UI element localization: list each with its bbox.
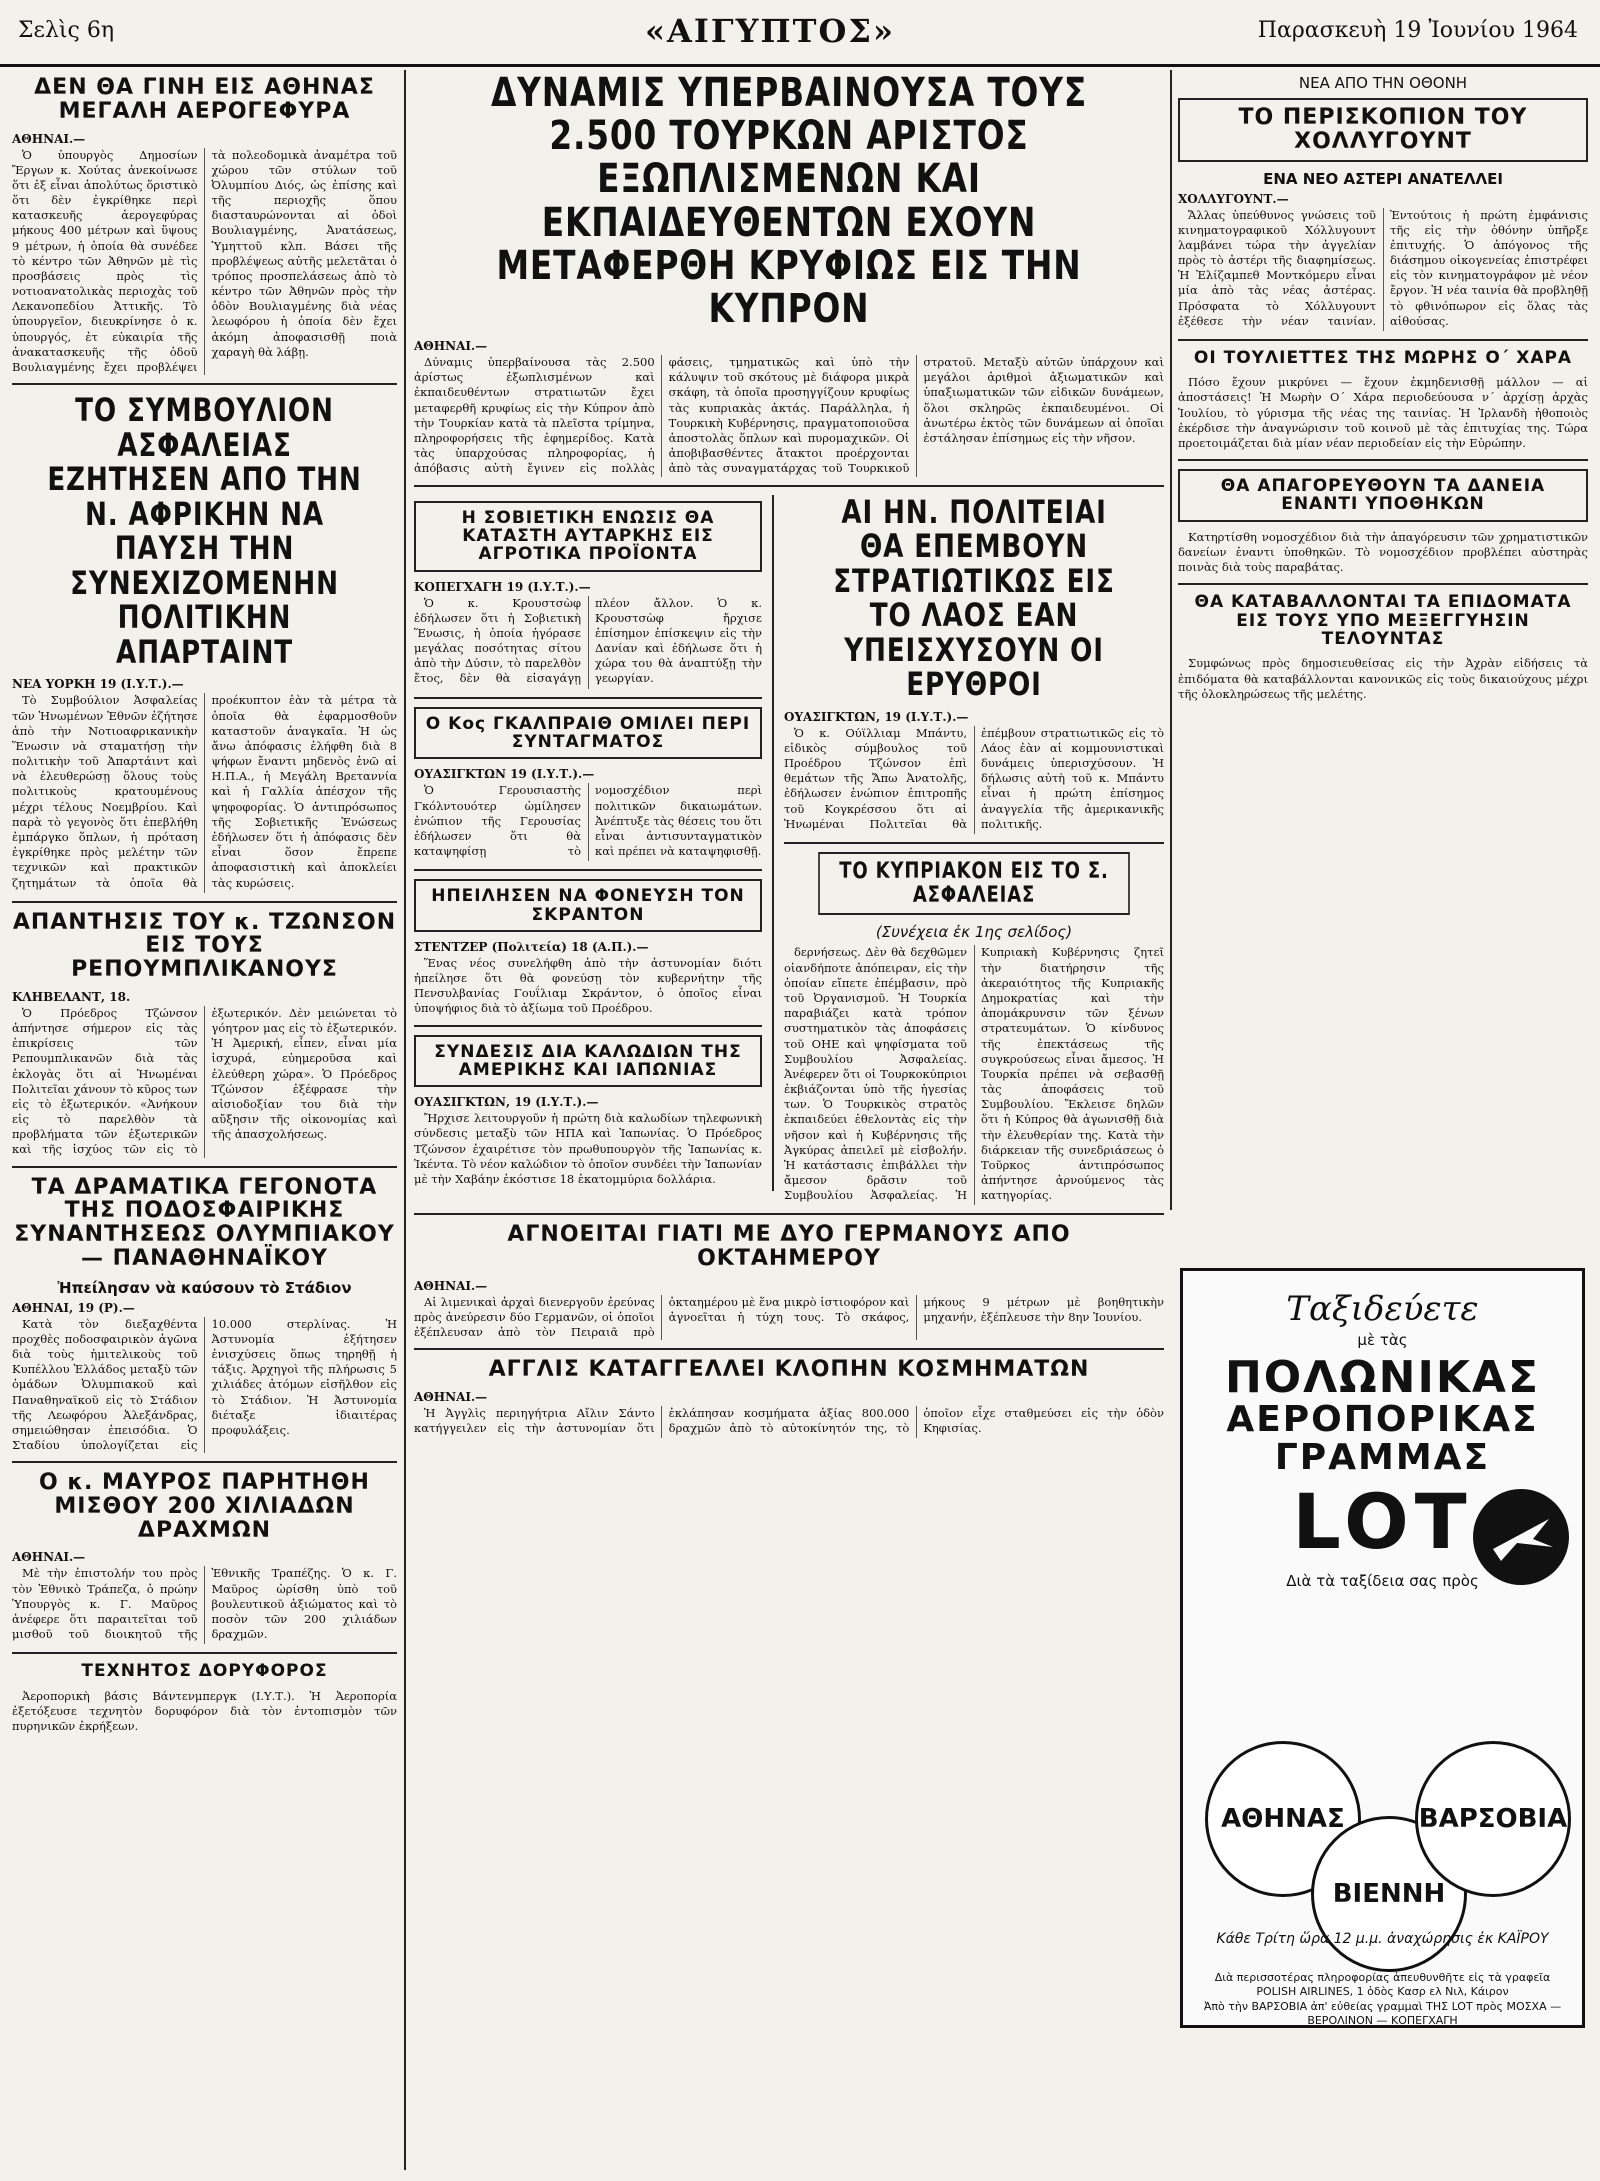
article-text: Συμφώνως πρὸς δημοσιευθείσας εἰς τὴν Ἀχρὰν εἰδήσεις τὰ ἐπιδόματα θὰ καταβάλλονται κανονικῶς εἰς τοὺς δικαιούχους μέχρι τῆς ὁλοκληρώσεως τῆς μελέτης. bbox=[1178, 656, 1588, 701]
dateline: ΑΘΗΝΑΙ, 19 (Ρ).— bbox=[12, 1300, 135, 1315]
ad-heading: ΠΟΛΩΝΙΚΑΣ bbox=[1224, 1352, 1541, 1403]
article-cyprus-security-council bbox=[784, 852, 1164, 1205]
article-body bbox=[414, 1406, 1164, 1438]
article-body bbox=[1178, 656, 1588, 702]
lot-brand: LOT bbox=[1292, 1476, 1473, 1566]
divider bbox=[784, 842, 1164, 844]
column-divider bbox=[404, 70, 406, 2170]
headline: ΗΠΕΙΛΗΣΕΝ ΝΑ ΦΟΝΕΥΣΗ ΤΟΝ ΣΚΡΑΝΤΟΝ bbox=[414, 879, 762, 932]
issue-date: Παρασκευὴ 19 Ἰουνίου 1964 bbox=[1257, 18, 1578, 43]
ad-fine-line: Ἀπὸ τὴν ΒΑΡΣΟΒΙΑ ἀπ' εὐθείας γραμμαὶ ΤΗΣ LOT πρὸς ΜΟΣΧΑ — ΒΕΡΟΛΙΝΟΝ — ΚΟΠΕΓΧΑΓΗ bbox=[1203, 1999, 1562, 2027]
headline: ΟΙ ΤΟΥΛΙΕΤΤΕΣ ΤΗΣ ΜΩΡΗΣ Ο΄ ΧΑΡΑ bbox=[1193, 347, 1573, 368]
headline: Ο Κος ΓΚΑΛΠΡΑΙΘ ΟΜΙΛΕΙ ΠΕΡΙ ΣΥΝΤΑΓΜΑΤΟΣ bbox=[414, 707, 762, 760]
article-text: Μὲ τὴν ἐπιστολήν του πρὸς τὸν Ἐθνικὸ Τράπεζα, ὁ πρώην Ὑπουργὸς κ. Γ. Μαῦρος ἀνέφερε ὅτι παραιτεῖται τοῦ μισθοῦ τοῦ διοικητοῦ τῆς Ἐθνικῆς Τραπέζης. Ὁ κ. Γ. Μαῦρος ὡρίσθη ὑπὸ τοῦ βουλευτικοῦ ἀξιώματος καὶ τὸ ποσὸν τῶν 200 χιλιάδων δραχμῶν. bbox=[12, 1566, 397, 1642]
ad-schedule: Κάθε Τρίτη ὥρα 12 μ.μ. ἀναχώρησις ἐκ ΚΑΪΡΟΥ bbox=[1216, 1931, 1549, 1947]
article-text: Ἀεροπορικὴ βάσις Βάντενμπεργκ (Ι.Υ.Τ.). Ἡ Ἀεροπορία ἐξετόξευσε τεχνητὸν δορυφόρον διὰ τὸν ἐντοπισμὸν τῶν πυρηνικῶν ἐκρήξεων. bbox=[12, 1688, 397, 1734]
article-text: Ὁ κ. Ούϊλλιαμ Μπάντυ, εἰδικὸς σύμβουλος τοῦ Προέδρου Τζώνσον ἐπὶ θεμάτων τῆς Ἄπω Ἀνατολῆς, ἐδήλωσεν ἐνώπιον ἐπιτροπῆς τοῦ Κογκρέσσου ὅτι αἱ Ἡνωμέναι Πολιτεῖαι θὰ ἐπέμβουν στρατιωτικῶς εἰς τὸ Λάος ἐὰν αἱ κομμουνιστικαὶ δυνάμεις ὑπερισχύσουν. Ἡ δήλωσις αὐτὴ τοῦ κ. Μπάντυ εἶναι ἡ πρώτη ἐπίσημος ἀναγγελία τῆς ἀμερικανικῆς πολιτικῆς. bbox=[784, 725, 1164, 831]
dateline: ΟΥΑΣΙΓΚΤΩΝ, 19 (Ι.Υ.Τ.).— bbox=[414, 1095, 599, 1110]
article-text: Ὁ ὑπουργὸς Δημοσίων Ἔργων κ. Χούτας ἀνεκοίνωσε ὅτι ἐξ εἶναι ἀπολύτως ὅριστικὸ ὅτι δὲν ἐγκρίθηκε περὶ κατασκευῆς ἀερογεφύρας μήκους 400 μέτρων καὶ ὕψους 9 μέτρων, ἡ ὁποία θὰ συνέδεε τὸ κέντρο τῶν Ἀθηνῶν μὲ τὶς προσβάσεις πρὸς τὶς νοτιοανατολικὰς περιοχὰς τοῦ Λεκανοπεδίου Ἀττικῆς. Τὸ ὑπουργεῖον, διευκρίνησε ὁ κ. ὑπουργός, ἐτ εὐκαιρία τῆς ἀνακατασκευῆς τῆς ὁδοῦ Βουλιαγμένης ἔχει προβλέψει τὰ πολεοδομικὰ ἀναμέτρα τοῦ χώρου τῶν στύλων τοῦ Ὀλυμπίου Διός, ὡς ἐπίσης καὶ τῆς περιοχῆς ὅπου διασταυρώνονται αἱ ὁδοὶ Βουλιαγμένης, Ἀνατάσεως, Ὑμηττοῦ κλπ. Βάσει τῆς προβλέψεως αὐτῆς μελετᾶται ὁ τρόπος προσπελάσεως ἀπὸ τὸ κέντρο τῶν Ἀθηνῶν πρὸς τὴν ὁδὸν Βουλιαγμένης διὰ νέας λεωφόρου ἡ ὁποία δὲν ἔχει ἀκόμη ἀποφασισθῇ ποιὰ χαραγὴ θὰ λάβῃ. bbox=[12, 147, 397, 374]
ad-heading: ΓΡΑΜΜΑΣ bbox=[1274, 1436, 1491, 1478]
dateline: ΝΕΑ ΥΟΡΚΗ 19 (Ι.Υ.Τ.).— bbox=[12, 677, 184, 692]
article-body bbox=[414, 1295, 1164, 1341]
article-body bbox=[784, 945, 1164, 1205]
article-body bbox=[1178, 375, 1588, 451]
headline: ΑΠΑΝΤΗΣΙΣ ΤΟΥ κ. ΤΖΩΝΣΟΝ ΕΙΣ ΤΟΥΣ ΡΕΠΟΥΜΠΛΙΚΑΝΟΥΣ bbox=[12, 909, 397, 983]
article-text: Τὸ Συμβούλιον Ἀσφαλείας τῶν Ἡνωμένων Ἐθνῶν ἐζήτησε ἀπὸ τὴν Νοτιοαφρικανικὴν Ἕνωσιν νὰ σταματήσῃ τὴν πολιτικὴν τοῦ Ἀπαρτάιντ καὶ νὰ ἐλευθερώσῃ ὅλους τοὺς πολιτικοὺς κρατουμένους μέχρι τέλους Νοεμβρίου. Καὶ παρὰ τὸ γεγονὸς ὅτι ἐπεβλήθη ἐμπάργκο ὅπλων, ἡ πρόταση ἐγκρίθηκε πρὸς μελέτην τῶν τεχνικῶν καὶ πρακτικῶν ζητημάτων τὰ ὁποῖα θὰ προέκυπτον ἐὰν τὰ μέτρα τὰ ὁποῖα θὰ ἐφαρμοσθοῦν καταστοῦν ἀναγκαῖα. Ἡ ὡς ἄνω ἀπόφασις ἐλήφθη διὰ 8 ψήφων ἔναντι μηδενὸς ἐνῶ αἱ Η.Π.Α., ἡ Μεγάλη Βρεταννία καὶ ἡ Γαλλία ἀπέσχον τῆς ψηφοφορίας. Ὁ ἀντιπρόσωπος τῆς Σοβιετικῆς Ἑνώσεως ἐδήλωσεν ὅτι ἡ ἀπόφασις δὲν εἶναι ὅσον ἔπρεπε ἀποφασιστικὴ καὶ ἀποκλείει τὰς κυρώσεις. bbox=[12, 693, 397, 890]
article-text: Ἕνας νέος συνελήφθη ἀπὸ τὴν ἀστυνομίαν διότι ἠπείλησε ὅτι θὰ φονεύσῃ τὸν κυβερνήτην τῆς Πενσυλβανίας Γουΐλιαμ Σκράντον, ὁ ὁποῖος εἶναι ὑποψήφιος διὰ τὸ ἀξίωμα τοῦ Προέδρου. bbox=[414, 955, 762, 1016]
dateline: ΚΟΠΕΓΧΑΓΗ 19 (Ι.Υ.Τ.).— bbox=[414, 579, 591, 594]
ad-fine-print bbox=[1195, 1971, 1570, 2028]
ad-heading: ΑΕΡΟΠΟΡΙΚΑΣ bbox=[1226, 1399, 1539, 1441]
article-text: Ὁ Πρόεδρος Τζώνσον ἀπήντησε σήμερον εἰς τὰς ἐπικρίσεις τῶν Ρεπουμπλικανῶν διὰ τὰς ἐκλογὰς ὅτι αἱ Ἡνωμέναι Πολιτεῖαι χάνουν τὸ κῦρος των εἰς τὸ ἐξωτερικόν. «Ἀνήκουν εἰς τὸ παρελθὸν τὰ προβλήματα τῶν ἐξωτερικῶν καὶ τῆς ἰσχύος τῶν εἰς τὸ ἐξωτερικόν. Δὲν μειώνεται τὸ γόητρον μας εἰς τὸ ἐξωτερικόν. Ἡ Ἀμερική, εἶπεν, εἶναι μία ἰσχυρά, εὐημεροῦσα καὶ ἐλεύθερη χώρα». Ὁ Πρόεδρος Τζώνσον ἐξέφρασε τὴν αἰσιοδοξίαν του διὰ τὴν αὔξησιν τῆς οἰκονομίας καὶ τῆς ἀπασχολήσεως. bbox=[12, 1005, 397, 1157]
headline: ΣΥΝΔΕΣΙΣ ΔΙΑ ΚΑΛΩΔΙΩΝ ΤΗΣ ΑΜΕΡΙΚΗΣ ΚΑΙ ΙΑΠΩΝΙΑΣ bbox=[414, 1035, 762, 1088]
newspaper-title: «ΑΙΓΥΠΤΟΣ» bbox=[645, 12, 895, 50]
article-text: δερνήσεως. Δὲν θὰ δεχθῶμεν οἱανδήποτε ἀπόπειραν, εἰς τὴν ὁποίαν εἴπετε ἐπέμβασιν, πρὸ τοῦ Ὀργανισμοῦ. Ἡ Τουρκία παραβιάζει κατὰ τρόπον συστηματικὸν τὰς ἀποφάσεις τοῦ ΟΗΕ καὶ ψηφίσματα τοῦ Συμβουλίου Ἀσφαλείας. Ἀνέφερεν ὅτι οἱ Τουρκοκύπριοι ἐκβιάζονται ὑπὸ τῆς ἡγεσίας των. Ὁ Τουρκικὸς στρατὸς ἐκπαιδεύει ἐθελοντὰς εἰς τὴν νῆσον καὶ ἡ Κυβέρνησις τῆς Ἀγκύρας ἀπειλεῖ μὲ εἰσβολήν. Ἡ κατάστασις ἐπιβάλλει τὴν ἄμεσον δρᾶσιν τοῦ Συμβουλίου Ἀσφαλείας. Ἡ Κυπριακὴ Κυβέρνησις ζητεῖ τὴν διατήρησιν τῆς ἀκεραιότητος τῆς Κυπριακῆς Δημοκρατίας καὶ τὴν ἀπομάκρυνσιν τῶν ξένων στρατευμάτων. Ὁ κίνδυνος τῆς ἐπεκτάσεως τῆς συγκρούσεως εἶναι ἄμεσος. Ἡ Τουρκία πρέπει νὰ σεβασθῇ τὰς ἀποφάσεις τοῦ Συμβουλίου. Ἔκλεισε δηλῶν ὅτι ἡ Κύπρος θὰ ἀγωνισθῇ διὰ τὴν ἐλευθερίαν της. Κατὰ τὴν διάρκειαν τῆς συνεδριάσεως ὁ Τοῦρκος ἀντιπρόσωπος ἀπήντησε ἀρνούμενος τὰς κατηγορίας. bbox=[784, 945, 1164, 1203]
divider bbox=[414, 485, 1164, 487]
article-body bbox=[414, 355, 1164, 476]
article-body bbox=[12, 1006, 397, 1158]
dateline: ΑΘΗΝΑΙ.— bbox=[414, 1390, 488, 1405]
divider bbox=[414, 1025, 762, 1027]
article-body bbox=[414, 596, 762, 689]
article-body bbox=[12, 1566, 397, 1644]
article-body bbox=[414, 956, 762, 1017]
headline: ΘΑ ΑΠΑΓΟΡΕΥΘΟΥΝ ΤΑ ΔΑΝΕΙΑ ΕΝΑΝΤΙ ΥΠΟΘΗΚΩΝ bbox=[1178, 469, 1588, 522]
article-laos bbox=[784, 492, 1164, 834]
divider bbox=[1178, 339, 1588, 341]
city-name: ΒΙΕΝΝΗ bbox=[1332, 1879, 1446, 1909]
divider bbox=[414, 1348, 1164, 1350]
headline: ΤΟ ΚΥΠΡΙΑΚΟΝ ΕΙΣ ΤΟ Σ. ΑΣΦΑΛΕΙΑΣ bbox=[818, 852, 1130, 916]
article-text: Κατηρτίσθη νομοσχέδιον διὰ τὴν ἀπαγόρευσιν τῶν χρηματιστικῶν δανείων ἐναντι ὑποθηκῶν. Τὸ νομοσχέδιον προβλέπει αὐστηρὰς ποινὰς διὰ τοὺς παραβάτας. bbox=[1178, 529, 1588, 575]
headline: ΑΙ ΗΝ. ΠΟΛΙΤΕΙΑΙ ΘΑ ΕΠΕΜΒΟΥΝ ΣΤΡΑΤΙΩΤΙΚΩΣ ΕΙΣ ΤΟ ΛΑΟΣ ΕΑΝ ΥΠΕΙΣΧΥΣΟΥΝ ΟΙ ΕΡΥΘΡΟΙ bbox=[833, 492, 1115, 704]
dateline: ΑΘΗΝΑΙ.— bbox=[414, 339, 488, 354]
article-text: Αἱ λιμενικαὶ ἀρχαὶ διενεργοῦν ἐρεύνας πρὸς ἀνεύρεσιν δύο Γερμανῶν, οἱ ὁποῖοι ἐξέπλευσαν ἀπὸ τὸν Πειραιᾶ πρὸ ὀκταημέρου μὲ ἕνα μικρὸ ἱστιοφόρον καὶ ἀγνοεῖται ἡ τύχη τους. Τὸ σκάφος, μήκους 9 μέτρων μὲ βοηθητικὴν μηχανήν, ἐξέπλευσε τὴν 8ην Ἰουνίου. bbox=[414, 1294, 1164, 1340]
article-body bbox=[1178, 530, 1588, 576]
ad-tagline: Ταξιδεύετε bbox=[1286, 1289, 1479, 1329]
dateline: ΣΤΕΝΤΖΕΡ (Πολιτεία) 18 (Α.Π.).— bbox=[414, 939, 649, 954]
article-text: Ἄλλας ὑπεύθυνος γνώσεις τοῦ κινηματογραφικοῦ Χόλλυγουντ λαμβάνει τώρα τὴν ἀγγελίαν πρὸς τὸ ἀστέρι τῆς διαφημίσεως. Ἡ Ἐλίζαμπεθ Μοντκόμερυ εἶναι μία ἀπὸ τὰς νέας ἀστέρας. Πρόσφατα τὸ Χόλλυγουντ ἐξέθεσε τὴν νέαν ταινίαν. Ἐντούτοις ἡ πρώτη ἐμφάνισις τῆς εἰς τὴν ὀθόνην ὑπῆρξε ἐπιτυχής. Ὁ ἀπόγονος τῆς διάσημου οἰκογενείας ἐπιστρέφει εἰς τὸν κινηματογράφον μὲ νέον ἔργον. Ἡ νέα ταινία θὰ προβληθῇ τὸ φθινόπωρον εἰς ὅλας τὰς αἰθούσας. bbox=[1178, 207, 1588, 328]
article-body bbox=[414, 783, 762, 861]
headline: ΑΓΓΛΙΣ ΚΑΤΑΓΓΕΛΛΕΙ ΚΛΟΠΗΝ ΚΟΣΜΗΜΑΤΩΝ bbox=[488, 1357, 1090, 1383]
article-johnson bbox=[12, 911, 397, 1158]
article-galbraith bbox=[414, 707, 762, 862]
center-right-stack bbox=[784, 492, 1164, 1206]
city-name: ΑΘΗΝΑΣ bbox=[1221, 1804, 1345, 1834]
ad-text: Διὰ τὰ ταξίδεια σας πρὸς bbox=[1286, 1571, 1479, 1590]
dateline: ΟΥΑΣΙΓΚΤΩΝ 19 (Ι.Υ.Τ.).— bbox=[414, 767, 595, 782]
headline: ΑΓΝΟΕΙΤΑΙ ΓΙΑΤΙ ΜΕ ΔΥΟ ΓΕΡΜΑΝΟΥΣ ΑΠΟ ΟΚΤΑΗΜΕΡΟΥ bbox=[507, 1222, 1071, 1272]
article-text: Ὁ Γερουσιαστὴς Γκόλντουότερ ὡμίλησεν ἐνώπιον τῆς Γερουσίας ἐδήλωσεν ὅτι θὰ καταψηφίσῃ τὸ νομοσχέδιον περὶ πολιτικῶν δικαιωμάτων. Ἀνέπτυξε τὰς θέσεις του ὅτι εἶναι ἀντισυνταγματικὸν καὶ πρέπει νὰ καταψηφισθῇ. bbox=[414, 783, 762, 859]
subheadline: Ἠπείλησαν νὰ καύσουν τὸ Στάδιον bbox=[57, 1278, 352, 1297]
lot-crane-logo bbox=[1473, 1489, 1569, 1585]
city-name: ΒΑΡΣΟΒΙΑ bbox=[1418, 1804, 1568, 1834]
ad-fine-line: Διὰ περισσοτέρας πληροφορίας ἀπευθυνθῆτε εἰς τὰ γραφεῖα bbox=[1214, 1971, 1551, 1984]
article-germans bbox=[414, 1223, 1164, 1340]
headline: Ο κ. ΜΑΥΡΟΣ ΠΑΡΗΤΗΘΗ ΜΙΣΘΟΥ 200 ΧΙΛΙΑΔΩΝ ΔΡΑΧΜΩΝ bbox=[39, 1470, 370, 1543]
article-body bbox=[414, 1111, 762, 1187]
divider bbox=[12, 1652, 397, 1654]
right-column bbox=[1178, 70, 1588, 706]
center-left-stack bbox=[414, 495, 774, 1192]
dateline: ΑΘΗΝΑΙ.— bbox=[12, 131, 86, 146]
article-text: Πόσο ἔχουν μικρύνει — ἔχουν ἐκμηδενισθῇ μάλλον — αἱ ἀποστάσεις! Ἡ Μωρὴν Ο΄ Χάρα περιοδεύουσα ν΄ ἀρχίσῃ ἀρχὰς Ἰουλίου, τὸ γύρισμα τῆς νέας της ταινίας. Ἡ Ἰρλανδὴ ἠθοποιὸς ἐκέρδισε τὴν ἀναγνώρισιν τοῦ κοινοῦ μὲ τὰς ἐπιτυχίας της. Τώρα προετοιμάζεται διὰ μίαν νέαν περιοδείαν εἰς τὴν Εὐρώπην. bbox=[1178, 375, 1588, 450]
headline: Η ΣΟΒΙΕΤΙΚΗ ΕΝΩΣΙΣ ΘΑ ΚΑΤΑΣΤΗ ΑΥΤΑΡΚΗΣ ΕΙΣ ΑΓΡΟΤΙΚΑ ΠΡΟΪΟΝΤΑ bbox=[414, 501, 762, 572]
article-cables bbox=[414, 1035, 762, 1188]
article-text: Ἡ Ἀγγλὶς περιηγήτρια Αἴλιν Σάντο κατήγγειλεν εἰς τὴν ἀστυνομίαν ὅτι ἐκλάπησαν κοσμήματα ἀξίας 800.000 δραχμῶν ἀπὸ τὸ αὐτοκίνητόν της, τὸ ὁποῖον εἶχε σταθμεύσει εἰς τὴν ὁδὸν Κηφισίας. bbox=[414, 1406, 1164, 1436]
headline: ΘΑ ΚΑΤΑΒΑΛΛΟΝΤΑΙ ΤΑ ΕΠΙΔΟΜΑΤΑ ΕΙΣ ΤΟΥΣ ΥΠΟ ΜΕΞΕΓΓΥΗΣΙΝ ΤΕΛΟΥΝΤΑΣ bbox=[1194, 592, 1572, 650]
lot-airlines-advertisement bbox=[1180, 1268, 1585, 2028]
section-label: ΝΕΑ ΑΠΟ ΤΗΝ ΟΘΟΝΗ bbox=[1298, 74, 1468, 92]
article-allowances bbox=[1178, 593, 1588, 702]
left-column bbox=[12, 70, 397, 1738]
article-mavros bbox=[12, 1471, 397, 1644]
divider bbox=[414, 869, 762, 871]
article-hollywood bbox=[1178, 98, 1588, 331]
ad-fine-line: POLISH AIRLINES, 1 ὁδὸς Κασρ ελ Νιλ, Κάιρον bbox=[1256, 1985, 1509, 1999]
divider bbox=[414, 1213, 1164, 1215]
center-column bbox=[414, 70, 1164, 1438]
article-body bbox=[12, 1689, 397, 1735]
headline: ΤΑ ΔΡΑΜΑΤΙΚΑ ΓΕΓΟΝΟΤΑ ΤΗΣ ΠΟΔΟΣΦΑΙΡΙΚΗΣ ΣΥΝΑΝΤΗΣΕΩΣ ΟΛΥΜΠΙΑΚΟΥ — ΠΑΝΑΘΗΝΑΪΚΟΥ bbox=[14, 1174, 395, 1271]
page-number: Σελὶς 6η bbox=[18, 18, 115, 43]
article-text: Ἤρχισε λειτουργοῦν ἡ πρώτη διὰ καλωδίων τηλεφωνικὴ σύνδεσις μεταξὺ τῶν ΗΠΑ καὶ Ἰαπωνίας. Ὁ Πρόεδρος Τζώνσον ἐχαιρέτισε τὸν πρωθυπουργὸν τῆς Ἰαπωνίας κ. Ἰκέντα. Τὸ νέον καλώδιον τὸ ὁποῖον συνδέει τὴν Ἰαπωνίαν μὲ τὴν Χαβάην ἐκόστισε 18 ἑκατομμύρια δολλάρια. bbox=[414, 1111, 762, 1186]
divider bbox=[12, 901, 397, 903]
lead-article bbox=[414, 72, 1164, 477]
ad-text: μὲ τὰς bbox=[1357, 1331, 1408, 1349]
article-jewels bbox=[414, 1358, 1164, 1437]
article-football bbox=[12, 1176, 397, 1454]
article-loans bbox=[1178, 469, 1588, 575]
article-body bbox=[12, 693, 397, 892]
article-body bbox=[1178, 208, 1588, 331]
divider bbox=[12, 1166, 397, 1168]
article-text: Κατὰ τὸν διεξαχθέντα προχθὲς ποδοσφαιρικὸν ἀγῶνα διὰ τοὺς ἡμιτελικοὺς τοῦ Κυπέλλου Ἑλλάδος μεταξὺ τῶν ὁμάδων Ὀλυμπιακοῦ καὶ Παναθηναϊκοῦ εἰς τὸ Στάδιον τῆς Λεωφόρου Ἀλεξάνδρας, σημειώθησαν ἐπεισόδια. Ὁ Σταδίου ὑπολογίζεται εἰς 10.000 στερλίνας. Ἡ Ἀστυνομία ἐξήτησεν ἐνισχύσεις ὅπως τηρηθῇ ἡ τάξις. Ἀρχηγοὶ τῆς πλήρωσις 5 χιλιάδες ἀτόμων εἰσῆλθον εἰς τὸ Στάδιον. Ἡ Ἀστυνομία διέταξε ἰδιαιτέρας προφυλάξεις. bbox=[12, 1316, 397, 1453]
headline: ΤΟ ΣΥΜΒΟΥΛΙΟΝ ΑΣΦΑΛΕΙΑΣ ΕΖΗΤΗΣΕΝ ΑΠΟ ΤΗΝ Ν. ΑΦΡΙΚΗΝ ΝΑ ΠΑΥΣΗ ΤΗΝ ΣΥΝΕΧΙΖΟΜΕΝΗΝ ΠΟΛΙΤΙΚΗΝ ΑΠΑΡΤΑΙΝΤ bbox=[47, 391, 362, 671]
column-divider bbox=[1170, 70, 1172, 1210]
headline: ΤΟ ΠΕΡΙΣΚΟΠΙΟΝ ΤΟΥ ΧΟΛΛΥΓΟΥΝΤ bbox=[1178, 98, 1588, 162]
article-body bbox=[784, 726, 1164, 834]
article-text: Ὁ κ. Κρουστσὼφ ἐδήλωσεν ὅτι ἡ Σοβιετικὴ Ἕνωσις, ἡ ὁποία ἠγόρασε μεγάλας ποσότητας σίτου ἀπὸ τὴν Δύσιν, τὸ παρελθὸν ἔτος, δὲν θὰ εἰσαγάγῃ πλέον ἄλλον. Ὁ κ. Κρουστσὼφ ἤρχισε ἐπίσημον ἐπίσκεψιν εἰς τὴν Δανίαν καὶ ἐδήλωσε ὅτι ἡ χώρα του θὰ ἀναπτύξῃ τὴν γεωργίαν. bbox=[414, 595, 762, 686]
continued-note: (Συνέχεια ἐκ 1ης σελίδος) bbox=[875, 923, 1073, 942]
divider bbox=[1178, 583, 1588, 585]
divider bbox=[12, 383, 397, 385]
article-satellite bbox=[12, 1662, 397, 1734]
article-ohara bbox=[1178, 349, 1588, 451]
crane-icon bbox=[1473, 1489, 1569, 1585]
divider bbox=[1178, 459, 1588, 461]
article-body bbox=[12, 148, 397, 376]
article-scranton bbox=[414, 879, 762, 1016]
city-warsaw-badge bbox=[1415, 1741, 1571, 1897]
masthead bbox=[0, 0, 1600, 67]
dateline: ΑΘΗΝΑΙ.— bbox=[414, 1278, 488, 1293]
article-security-council bbox=[12, 393, 397, 893]
lead-headline: ΔΥΝΑΜΙΣ ΥΠΕΡΒΑΙΝΟΥΣΑ ΤΟΥΣ 2.500 ΤΟΥΡΚΩΝ ΑΡΙΣΤΟΣ ΕΞΩΠΛΙΣΜΕΝΩΝ ΚΑΙ ΕΚΠΑΙΔΕΥΘΕΝΤΩΝ ΕΧΟΥΝ ΜΕΤΑΦΕΡΘΗ ΚΡΥΦΙΩΣ ΕΙΣ ΤΗΝ ΚΥΠΡΟΝ bbox=[490, 70, 1088, 332]
divider bbox=[12, 1461, 397, 1463]
article-soviet bbox=[414, 501, 762, 689]
headline: ΤΕΧΝΗΤΟΣ ΔΟΡΥΦΟΡΟΣ bbox=[81, 1661, 328, 1682]
dateline: ΟΥΑΣΙΓΚΤΩΝ, 19 (Ι.Υ.Τ.).— bbox=[784, 709, 969, 724]
divider bbox=[414, 697, 762, 699]
article-text: Δύναμις ὑπερβαίνουσα τὰς 2.500 ἀρίστως ἐξωπλισμένων καὶ ἐκπαιδευθέντων στρατιωτῶν ἔχει μεταφερθῆ κρυφίως εἰς τὴν Κύπρον ἀπὸ τὴν Τουρκίαν κατὰ τὰ πλεῖστα τρίμηνα, πληροφορήσεις τῆς ἐφημερίδος. Κατὰ τὰς ὑπαρχούσας πληροφορίας, ἡ ἀπόβασις αὐτὴ ἔγινεν εἰς πολλὰς φάσεις, τμηματικῶς καὶ ὑπὸ τὴν κάλυψιν τοῦ σκότους μὲ διάφορα μικρὰ σκάφη, τὰ ὁποῖα προσηγγίζουν κρυφίως τὰς κυπριακὰς ἀκτάς. Παράλληλα, ἡ Τουρκικὴ Κυβέρνησις, πραγματοποιοῦσα ἀποστολὰς ὅπλων καὶ πυρομαχικῶν. Οἱ ἀποβιβασθέντες ἄτακτοι προέρχονται ἀπὸ τὰς συναγματάρχας τοῦ Τουρκικοῦ στρατοῦ. Μεταξὺ αὐτῶν ὑπάρχουν καὶ μεγάλοι ἀριθμοὶ ἀξιωματικῶν καὶ ὑπαξιωματικῶν τῶν εἰδικῶν δυνάμεων, ὅλοι σκληρῶς ἐκπαιδευμένοι. Οἱ ἀνωτέρω ἐκτὸς τῶν δυνάμεων αἱ ὁποῖαι ἐστάλησαν ἐπίσημως εἰς τὴν νῆσον. bbox=[414, 355, 1164, 476]
headline: ΔΕΝ ΘΑ ΓΙΝΗ ΕΙΣ ΑΘΗΝΑΣ ΜΕΓΑΛΗ ΑΕΡΟΓΕΦΥΡΑ bbox=[34, 75, 375, 124]
dateline: ΑΘΗΝΑΙ.— bbox=[12, 1550, 86, 1565]
subheadline: ΕΝΑ ΝΕΟ ΑΣΤΕΡΙ ΑΝΑΤΕΛΛΕΙ bbox=[1263, 169, 1503, 188]
center-split bbox=[414, 492, 1164, 1206]
dateline: ΚΛΗΒΕΛΑΝΤ, 18. bbox=[12, 989, 131, 1004]
article-body bbox=[12, 1317, 397, 1454]
article-aerogefyra bbox=[12, 76, 397, 375]
dateline: ΧΟΛΛΥΓΟΥΝΤ.— bbox=[1178, 191, 1289, 206]
